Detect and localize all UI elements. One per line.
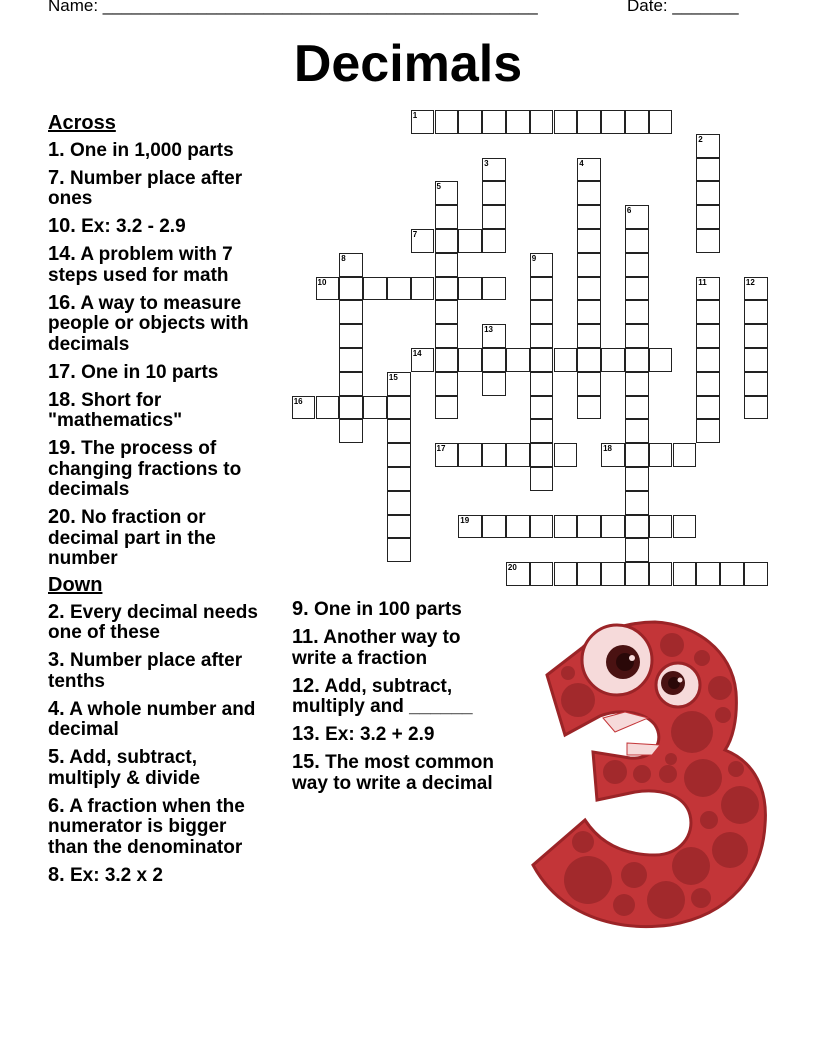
grid-cell[interactable] — [625, 515, 649, 539]
clue-down-2 — [48, 602, 266, 644]
clue-number: 18. — [48, 388, 76, 411]
clue-down-4 — [48, 699, 266, 741]
grid-cell[interactable] — [649, 562, 673, 586]
grid-cell[interactable] — [625, 253, 649, 277]
cell-number: 13 — [484, 325, 493, 335]
grid-cell[interactable] — [696, 277, 720, 301]
grid-cell[interactable] — [625, 348, 649, 372]
clue-number: 6. — [48, 794, 65, 817]
grid-cell[interactable] — [673, 515, 697, 539]
grid-cell[interactable] — [625, 277, 649, 301]
grid-cell[interactable] — [696, 181, 720, 205]
grid-cell[interactable] — [577, 205, 601, 229]
clue-down-3 — [48, 650, 266, 692]
grid-cell[interactable] — [601, 443, 625, 467]
grid-cell[interactable] — [554, 515, 578, 539]
grid-cell[interactable] — [530, 515, 554, 539]
grid-cell[interactable] — [506, 443, 530, 467]
grid-cell[interactable] — [506, 348, 530, 372]
cell-number: 3 — [484, 158, 489, 168]
cell-number: 4 — [579, 158, 584, 168]
grid-cell[interactable] — [554, 348, 578, 372]
down-heading: Down — [48, 574, 103, 596]
grid-cell[interactable] — [744, 324, 768, 348]
down-clues-continued — [292, 599, 504, 794]
grid-cell[interactable] — [530, 396, 554, 420]
spot — [712, 832, 748, 868]
grid-cell[interactable] — [601, 110, 625, 134]
cell-number: 16 — [293, 396, 303, 406]
clue-across-18 — [48, 390, 266, 432]
grid-cell[interactable] — [435, 372, 459, 396]
grid-cell[interactable] — [458, 229, 482, 253]
grid-cell[interactable] — [530, 277, 554, 301]
clue-down-12 — [292, 676, 504, 718]
spot — [708, 676, 732, 700]
grid-cell[interactable] — [506, 515, 530, 539]
grid-cell[interactable] — [554, 443, 578, 467]
clues-right-column — [292, 599, 504, 801]
date-field[interactable]: Date: _______ — [627, 0, 739, 15]
grid-cell[interactable] — [696, 348, 720, 372]
grid-cell[interactable] — [482, 515, 506, 539]
spot — [633, 765, 651, 783]
grid-cell[interactable] — [625, 205, 649, 229]
grid-cell[interactable] — [339, 419, 363, 443]
grid-cell[interactable] — [316, 396, 340, 420]
clue-down-11 — [292, 627, 504, 669]
grid-cell[interactable] — [554, 110, 578, 134]
grid-cell[interactable] — [435, 324, 459, 348]
grid-cell[interactable] — [530, 253, 554, 277]
clue-number: 1. — [48, 138, 65, 161]
clue-text: A way to measure people or objects with decimals — [48, 292, 249, 355]
clue-text: Number place after tenths — [48, 650, 243, 692]
grid-cell[interactable] — [458, 348, 482, 372]
grid-cell[interactable] — [339, 300, 363, 324]
grid-cell[interactable] — [625, 443, 649, 467]
clue-number: 16. — [48, 291, 76, 314]
cell-number: 17 — [436, 444, 446, 454]
grid-cell[interactable] — [601, 515, 625, 539]
spot — [700, 811, 718, 829]
grid-cell[interactable] — [696, 158, 720, 182]
grid-cell[interactable] — [530, 443, 554, 467]
cell-number: 7 — [412, 230, 418, 239]
grid-cell[interactable] — [458, 110, 482, 134]
name-field[interactable]: Name: ______________________________________________ — [48, 0, 538, 15]
cell-number: 8 — [341, 253, 346, 263]
spot — [621, 862, 647, 888]
grid-cell[interactable] — [673, 443, 697, 467]
grid-cell[interactable] — [435, 443, 459, 467]
grid-cell[interactable] — [577, 229, 601, 253]
clue-text: Ex: 3.2 + 2.9 — [325, 724, 435, 745]
grid-cell[interactable] — [696, 396, 720, 420]
across-clues — [48, 140, 266, 570]
grid-cell[interactable] — [339, 277, 363, 301]
clues-left-column — [48, 113, 266, 893]
clue-number: 5. — [48, 746, 65, 768]
clue-text: Short for "mathematics" — [48, 389, 183, 431]
grid-cell[interactable] — [577, 277, 601, 301]
grid-cell[interactable] — [387, 396, 411, 420]
grid-cell[interactable] — [435, 110, 459, 134]
grid-cell[interactable] — [458, 515, 482, 539]
grid-cell[interactable] — [458, 443, 482, 467]
grid-cell[interactable] — [482, 158, 506, 182]
grid-cell[interactable] — [530, 419, 554, 443]
clue-across-19 — [48, 438, 266, 501]
clue-number: 17. — [48, 360, 76, 383]
grid-cell[interactable] — [458, 277, 482, 301]
grid-cell[interactable] — [435, 348, 459, 372]
spot — [728, 761, 744, 777]
grid-cell[interactable] — [577, 300, 601, 324]
page-title: Decimals — [293, 35, 523, 93]
grid-cell[interactable] — [339, 324, 363, 348]
clue-across-1 — [48, 140, 266, 162]
grid-cell[interactable] — [387, 467, 411, 491]
grid-cell[interactable] — [577, 181, 601, 205]
grid-cell[interactable] — [530, 562, 554, 586]
grid-cell[interactable] — [625, 419, 649, 443]
grid-cell[interactable] — [696, 419, 720, 443]
clue-number: 7. — [48, 166, 65, 189]
grid-cell[interactable] — [482, 110, 506, 134]
grid-cell[interactable] — [577, 515, 601, 539]
big-eye-highlight — [629, 655, 635, 661]
spot — [613, 894, 635, 916]
grid-cell[interactable] — [387, 419, 411, 443]
clue-number: 9. — [292, 598, 309, 620]
spot — [694, 650, 710, 666]
clue-across-10 — [48, 216, 266, 238]
cell-number: 2 — [698, 134, 703, 144]
grid-cell[interactable] — [625, 562, 649, 586]
clue-text: Add, subtract, multiply and ______ — [292, 675, 473, 717]
spot — [603, 760, 627, 784]
clue-number: 12. — [292, 674, 320, 697]
grid-cell[interactable] — [577, 372, 601, 396]
grid-cell[interactable] — [554, 562, 578, 586]
grid-cell[interactable] — [530, 372, 554, 396]
clue-text: Ex: 3.2 x 2 — [69, 864, 163, 886]
grid-cell[interactable] — [530, 300, 554, 324]
across-heading: Across — [48, 112, 116, 134]
clue-number: 3. — [48, 649, 65, 671]
cell-number: 5 — [436, 182, 441, 192]
spot — [572, 831, 594, 853]
cell-number: 19 — [460, 515, 470, 525]
grid-cell[interactable] — [506, 562, 530, 586]
grid-cell[interactable] — [577, 324, 601, 348]
grid-cell[interactable] — [696, 372, 720, 396]
clue-text: A fraction when the numerator is bigger than the denominator — [48, 795, 245, 858]
grid-cell[interactable] — [744, 372, 768, 396]
grid-cell[interactable] — [577, 396, 601, 420]
grid-cell[interactable] — [625, 467, 649, 491]
clue-text: No fraction or decimal part in the number — [48, 507, 216, 569]
grid-cell[interactable] — [530, 348, 554, 372]
grid-cell[interactable] — [625, 396, 649, 420]
spot — [665, 753, 677, 765]
spot — [691, 888, 711, 908]
grid-cell[interactable] — [482, 277, 506, 301]
grid-cell[interactable] — [744, 348, 768, 372]
clue-text: The most common way to write a decimal — [292, 752, 494, 794]
grid-cell[interactable] — [482, 205, 506, 229]
clue-text: Another way to write a fraction — [292, 627, 461, 669]
grid-cell[interactable] — [577, 348, 601, 372]
number-three-monster-illustration — [520, 600, 780, 940]
grid-cell[interactable] — [339, 348, 363, 372]
grid-cell[interactable] — [530, 324, 554, 348]
grid-cell[interactable] — [363, 277, 387, 301]
clue-number: 13. — [292, 723, 320, 745]
grid-cell[interactable] — [435, 277, 459, 301]
grid-cell[interactable] — [673, 562, 697, 586]
spot — [671, 711, 713, 753]
clue-across-7 — [48, 168, 266, 210]
grid-cell[interactable] — [744, 300, 768, 324]
clue-text: Every decimal needs one of these — [48, 601, 258, 643]
grid-cell[interactable] — [601, 348, 625, 372]
grid-cell[interactable] — [744, 277, 768, 301]
grid-cell[interactable] — [316, 277, 340, 301]
grid-cell[interactable] — [625, 300, 649, 324]
grid-cell[interactable] — [530, 110, 554, 134]
grid-cell[interactable] — [482, 348, 506, 372]
grid-cell[interactable] — [696, 300, 720, 324]
grid-cell[interactable] — [339, 396, 363, 420]
clue-down-6 — [48, 796, 266, 859]
grid-cell[interactable] — [506, 110, 530, 134]
grid-cell[interactable] — [625, 491, 649, 515]
grid-cell[interactable] — [435, 396, 459, 420]
spot — [721, 786, 759, 824]
cell-number: 9 — [531, 253, 537, 263]
clue-across-14 — [48, 244, 266, 286]
grid-cell[interactable] — [601, 562, 625, 586]
grid-cell[interactable] — [363, 396, 387, 420]
spot — [684, 759, 722, 797]
clue-number: 19. — [48, 437, 76, 459]
grid-cell[interactable] — [435, 300, 459, 324]
spot — [659, 765, 677, 783]
clue-across-17 — [48, 362, 266, 384]
grid-cell[interactable] — [482, 443, 506, 467]
grid-cell[interactable] — [482, 372, 506, 396]
grid-cell[interactable] — [339, 253, 363, 277]
clue-text: One in 100 parts — [313, 599, 462, 620]
grid-cell[interactable] — [577, 158, 601, 182]
cell-number: 20 — [507, 563, 517, 573]
grid-cell[interactable] — [649, 348, 673, 372]
clue-number: 2. — [48, 600, 65, 623]
grid-cell[interactable] — [482, 181, 506, 205]
clue-down-15 — [292, 752, 504, 794]
grid-cell[interactable] — [649, 110, 673, 134]
grid-cell[interactable] — [482, 324, 506, 348]
clue-across-20 — [48, 507, 266, 570]
grid-cell[interactable] — [696, 562, 720, 586]
grid-cell[interactable] — [387, 491, 411, 515]
grid-cell[interactable] — [649, 443, 673, 467]
grid-cell[interactable] — [577, 253, 601, 277]
grid-cell[interactable] — [435, 253, 459, 277]
grid-cell[interactable] — [625, 229, 649, 253]
grid-cell[interactable] — [411, 110, 435, 134]
clue-down-9 — [292, 599, 504, 621]
clue-text: A problem with 7 steps used for math — [48, 244, 233, 286]
clue-number: 10. — [48, 215, 76, 237]
clue-across-16 — [48, 293, 266, 356]
clue-text: A whole number and decimal — [48, 698, 256, 740]
grid-cell[interactable] — [339, 372, 363, 396]
clue-text: One in 1,000 parts — [69, 139, 234, 161]
grid-cell[interactable] — [387, 443, 411, 467]
grid-cell[interactable] — [530, 467, 554, 491]
grid-cell[interactable] — [625, 372, 649, 396]
grid-cell[interactable] — [435, 181, 459, 205]
grid-cell[interactable] — [744, 396, 768, 420]
grid-cell[interactable] — [435, 229, 459, 253]
clue-text: One in 10 parts — [81, 361, 219, 383]
clue-number: 8. — [48, 863, 65, 886]
cell-number: 11 — [698, 277, 707, 287]
grid-cell[interactable] — [696, 324, 720, 348]
grid-cell[interactable] — [696, 229, 720, 253]
grid-cell[interactable] — [577, 110, 601, 134]
spot — [647, 881, 685, 919]
cell-number: 6 — [626, 206, 632, 216]
clue-down-5 — [48, 747, 266, 789]
spot — [672, 847, 710, 885]
spot — [715, 707, 731, 723]
clue-text: Number place after ones — [48, 167, 243, 209]
cell-number: 18 — [603, 444, 612, 454]
grid-cell[interactable] — [577, 562, 601, 586]
cell-number: 1 — [412, 111, 418, 120]
spot — [660, 633, 684, 657]
grid-cell[interactable] — [411, 348, 435, 372]
clue-down-8 — [48, 865, 266, 887]
cell-number: 14 — [412, 349, 422, 358]
grid-cell[interactable] — [720, 562, 744, 586]
cell-number: 15 — [388, 372, 398, 382]
spot — [561, 666, 575, 680]
clue-number: 20. — [48, 506, 76, 528]
clue-text: The process of changing fractions to decimals — [48, 438, 242, 500]
cell-number: 10 — [317, 277, 327, 287]
clue-number: 14. — [48, 243, 76, 265]
clue-number: 15. — [292, 751, 320, 773]
grid-cell[interactable] — [435, 205, 459, 229]
cell-number: 12 — [745, 277, 755, 287]
grid-cell[interactable] — [696, 205, 720, 229]
grid-cell[interactable] — [387, 538, 411, 562]
grid-cell[interactable] — [411, 229, 435, 253]
down-clues — [48, 602, 266, 887]
grid-cell[interactable] — [387, 277, 411, 301]
grid-cell[interactable] — [411, 277, 435, 301]
grid-cell[interactable] — [649, 515, 673, 539]
grid-cell[interactable] — [625, 538, 649, 562]
grid-cell[interactable] — [696, 134, 720, 158]
grid-cell[interactable] — [625, 110, 649, 134]
clue-number: 4. — [48, 697, 65, 720]
clue-text: Ex: 3.2 - 2.9 — [81, 216, 186, 237]
grid-cell[interactable] — [292, 396, 316, 420]
clue-text: Add, subtract, multiply & divide — [48, 747, 201, 789]
spot — [564, 856, 612, 904]
spot — [561, 683, 595, 717]
grid-cell[interactable] — [387, 515, 411, 539]
small-eye-highlight — [678, 678, 683, 683]
grid-cell[interactable] — [744, 562, 768, 586]
clue-down-13 — [292, 724, 504, 746]
clue-number: 11. — [292, 626, 319, 648]
grid-cell[interactable] — [625, 324, 649, 348]
grid-cell[interactable] — [387, 372, 411, 396]
grid-cell[interactable] — [482, 229, 506, 253]
